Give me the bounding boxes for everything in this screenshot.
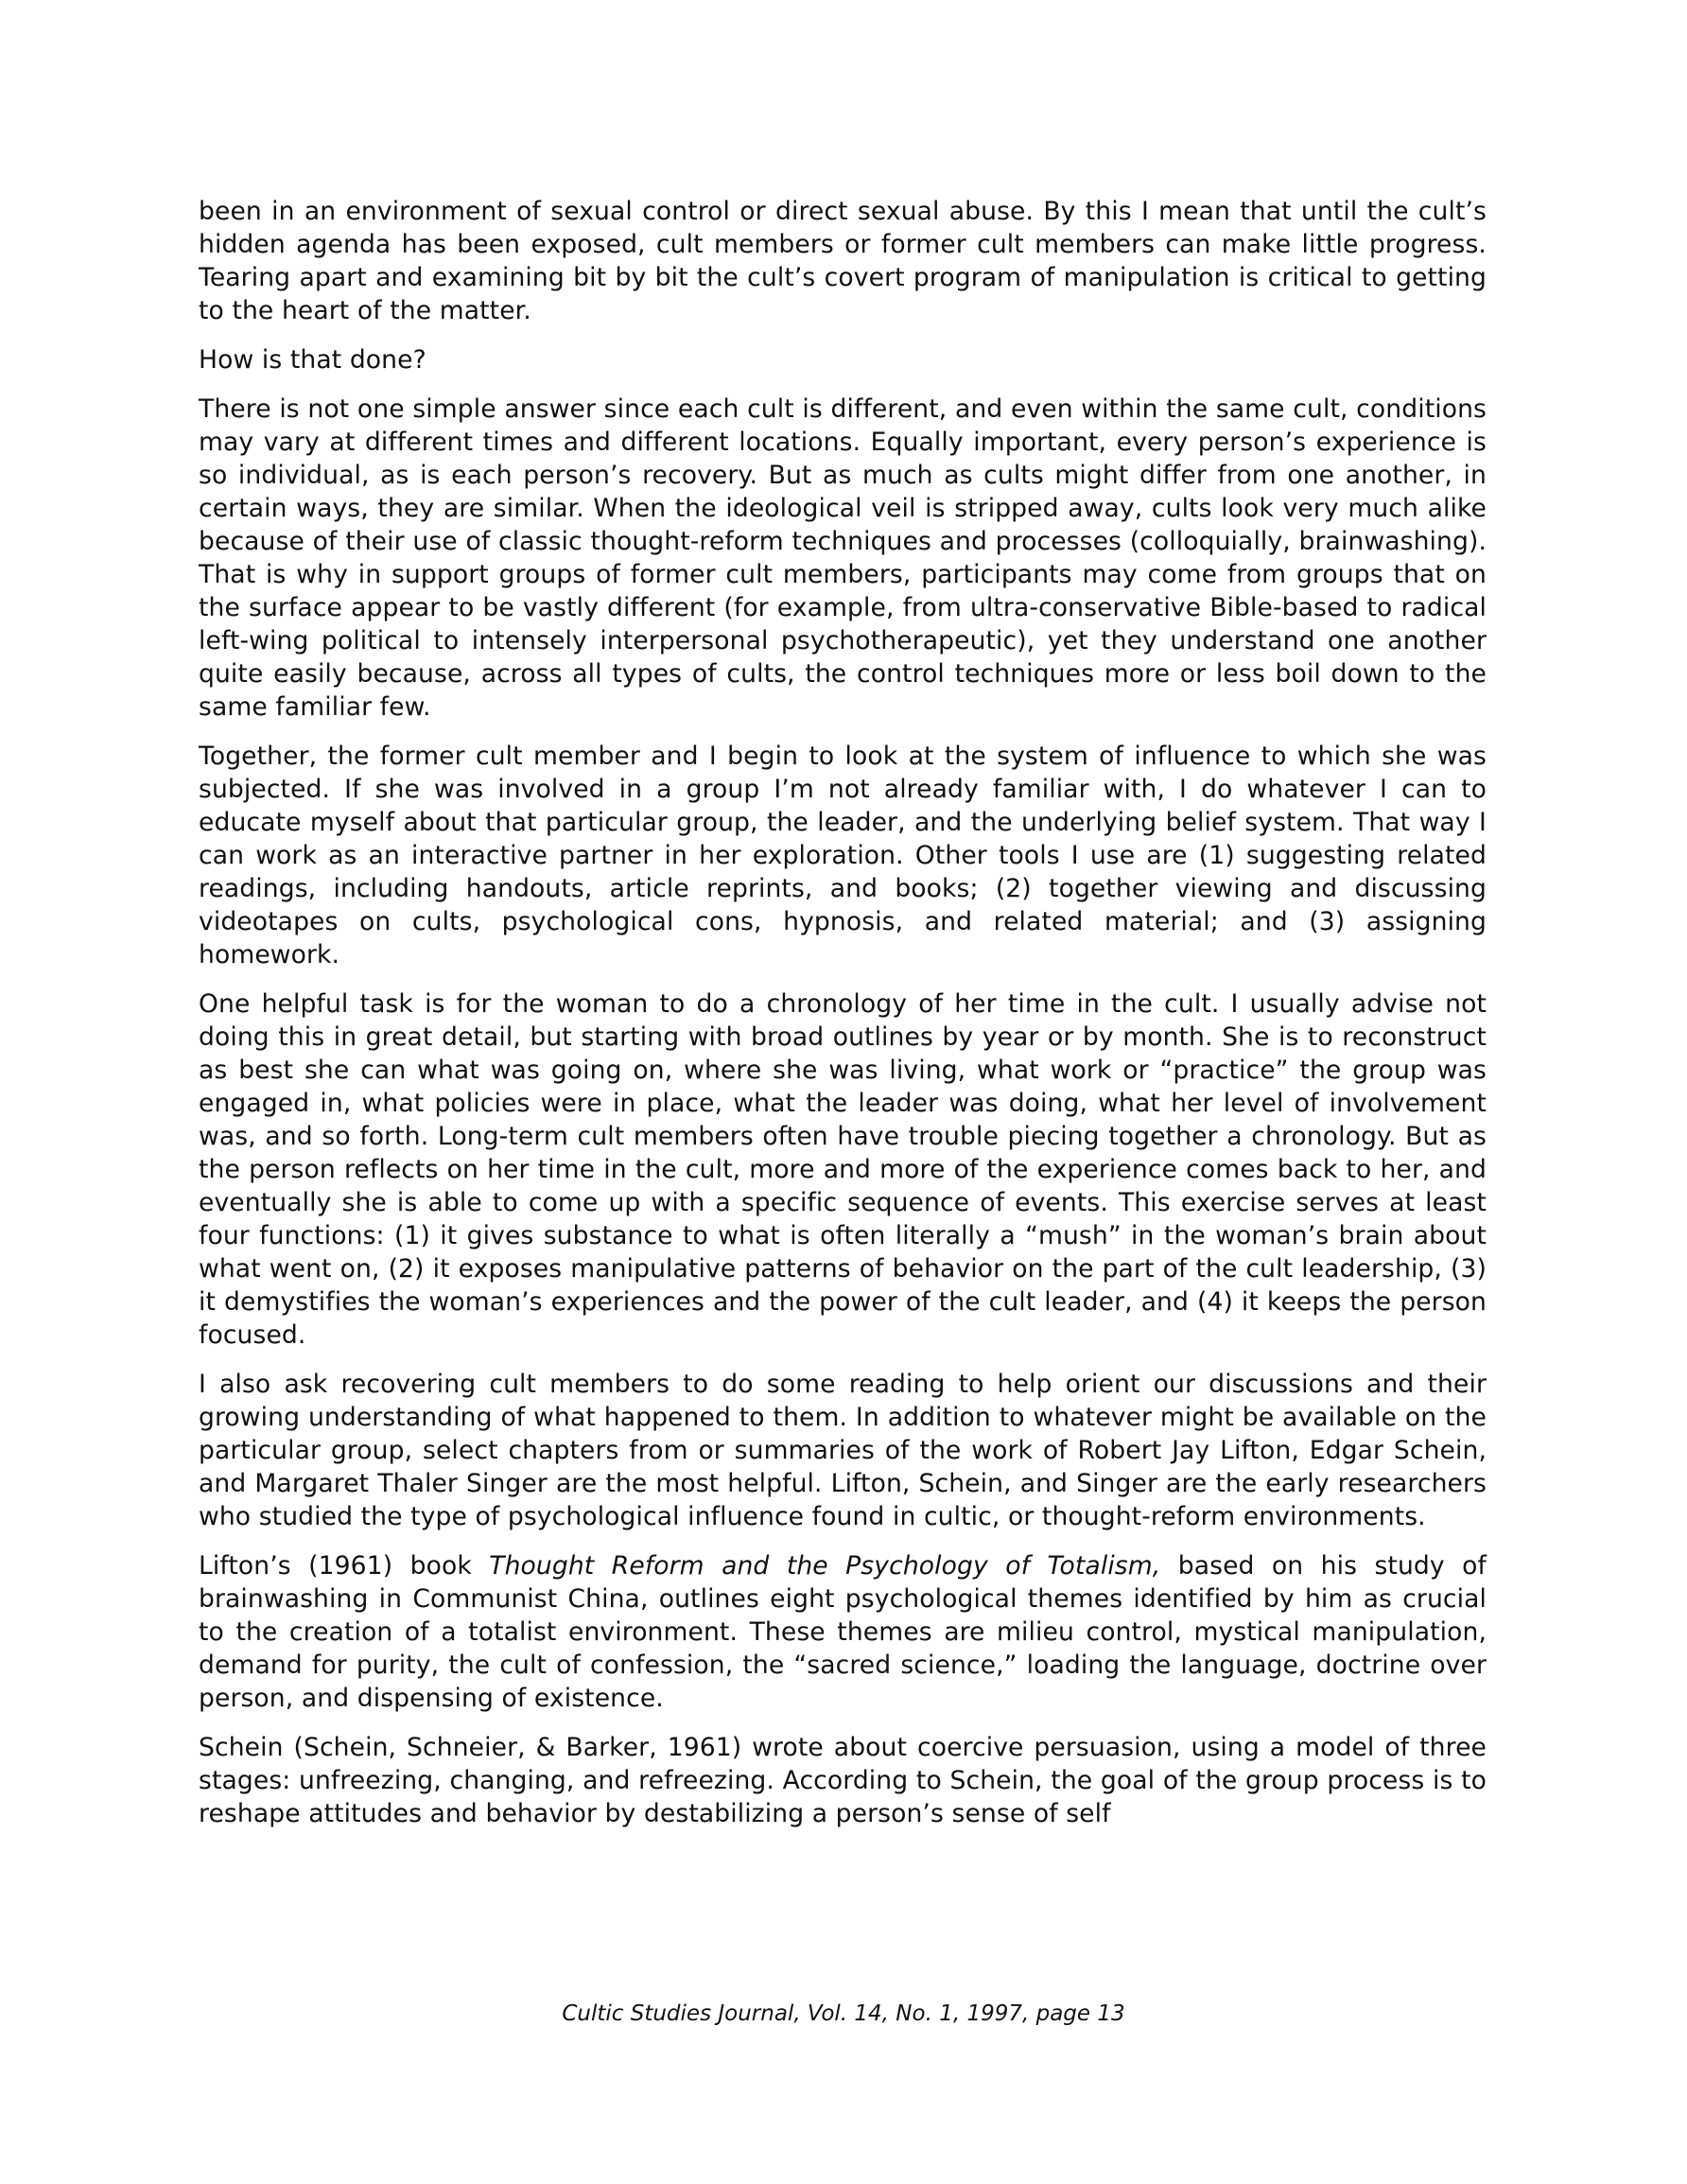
paragraph-sexual-control: been in an environment of sexual control or direct sexual abuse. By this I mean that until the cult’s hidden agenda has been exposed, cult members or former cult members can make little progress. Tearing apart and examining bit by bit the cult’s covert program of manipulation is critical to getting to the heart of the matter. xyxy=(199,197,1487,325)
paragraph-how-done: How is that done? xyxy=(199,345,426,375)
paragraph-reading: I also ask recovering cult members to do some reading to help orient our discussions and their growing understanding of what happened to them. In addition to whatever might be available on the particular group, select chapters from or summaries of the work of Robert Jay Lifton, Edgar Schein, and Margaret Thaler Singer are the most helpful. Lifton, Schein, and Singer are the early researchers who studied the type of psychological influence found in cultic, or thought-reform environments. xyxy=(199,1370,1487,1531)
paragraph-schein: Schein (Schein, Schneier, & Barker, 1961) wrote about coercive persuasion, using a model of three stages: unfreezing, changing, and refreezing. According to Schein, the goal of the group process is to reshape attitudes and behavior by destabilizing a person’s sense of self xyxy=(199,1733,1487,1828)
paragraph-system-of-influence: Together, the former cult member and I begin to look at the system of influence to which she was subjected. If she was involved in a group I’m not already familiar with, I do whatever I can to educate myself about that particular group, the leader, and the underlying belief system. That way I can work as an interactive partner in her exploration. Other tools I use are (1) suggesting related readings, including handouts, article reprints, and books; (2) together viewing and discussing videotapes on cults, psychological cons, hypnosis, and related material; and (3) assigning homework. xyxy=(199,742,1487,970)
book-title: Thought Reform and the Psychology of Totalism, xyxy=(489,1551,1161,1581)
paragraph-chronology: One helpful task is for the woman to do a chronology of her time in the cult. I usually advise not doing this in great detail, but starting with broad outlines by year or by month. She is to reconstruct as best she can what was going on, where she was living, what work or “practice” the group was engaged in, what policies were in place, what the leader was doing, what her level of involvement was, and so forth. Long-term cult members often have trouble piecing together a chronology. But as the person reflects on her time in the cult, more and more of the experience comes back to her, and eventually she is able to come up with a specific sequence of events. This exercise serves at least four functions: (1) it gives substance to what is often literally a “mush” in the woman’s brain about what went on, (2) it exposes manipulative patterns of behavior on the part of the cult leadership, (3) it demystifies the woman’s experiences and the power of the cult leader, and (4) it keeps the person focused. xyxy=(199,989,1487,1350)
lifton-text-after: based on his study of brainwashing in Communist China, outlines eight psychological themes identified by him as crucial to the creation of a totalist environment. These themes are milieu control, mystical manipulation, demand for purity, the cult of confession, the “sacred science,” loading the language, doctrine over person, and dispensing of existence. xyxy=(199,1551,1487,1713)
lifton-text-before: Lifton’s (1961) book xyxy=(199,1551,490,1581)
paragraph-no-simple-answer: There is not one simple answer since each cult is different, and even within the same cult, conditions may vary at different times and different locations. Equally important, every person’s experience is so individual, as is each person’s recovery. But as much as cults might differ from one another, in certain ways, they are similar. When the ideological veil is stripped away, cults look very much alike because of their use of classic thought-reform techniques and processes (colloquially, brainwashing). That is why in support groups of former cult members, participants may come from groups that on the surface appear to be vastly different (for example, from ultra-conservative Bible-based to radical left-wing political to intensely interpersonal psychotherapeutic), yet they understand one another quite easily because, across all types of cults, the control techniques more or less boil down to the same familiar few. xyxy=(199,394,1487,722)
body-text xyxy=(199,195,1487,1830)
page-footer: Cultic Studies Journal, Vol. 14, No. 1, 1997, page 13 xyxy=(562,2001,1125,2026)
paragraph-lifton xyxy=(199,1549,1487,1715)
